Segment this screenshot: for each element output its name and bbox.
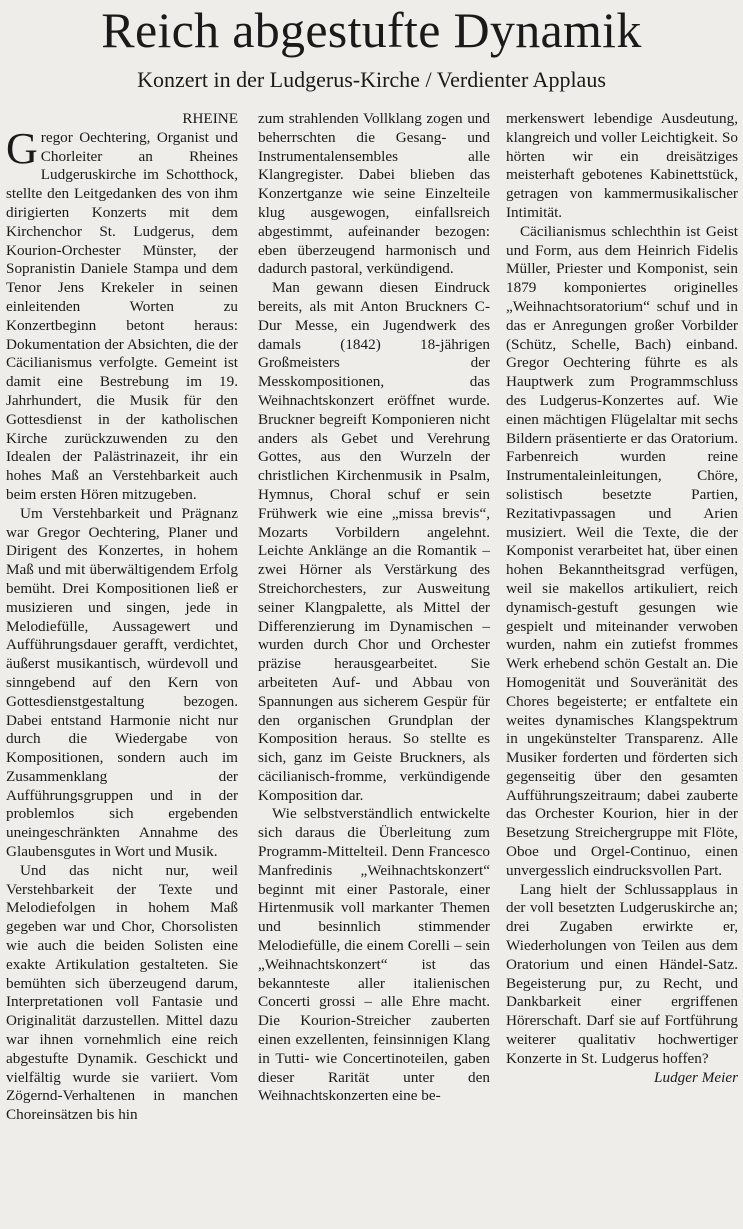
author-byline: Ludger Meier [654, 1068, 738, 1086]
dateline: RHEINE [182, 110, 238, 127]
article-column-2 [258, 110, 490, 1106]
article-column-3 [506, 110, 738, 1087]
paragraph: Um Verstehbarkeit und Prägnanz war Gregor Oechtering, Planer und Dirigent des Konzertes, in hohem Maß und mit überwältigendem Erfolg bemüht. Drei Kompositionen ließ er musizieren und singen, jede in Melodiefülle, Aussagewert und Aufführungsdauer gerafft, verdichtet, äußerst musikantisch, würdevoll und sinngebend auf den Kern von Gottesdienstgestaltung bezogen. Dabei entstand Harmonie nicht nur durch die Wiedergabe von Kompositionen, sondern auch im Zusammenklang der Aufführungsgruppen und in der problemlos sich ergebenden uneingeschränkten Annahme des Glaubensgutes in Wort und Musik. [6, 504, 238, 861]
paragraph: zum strahlenden Vollklang zogen und beherrschten die Gesang- und Instrumentalensembles alle Klangregister. Dabei blieben das Konzertganze wie seine Einzelteile klug ausgewogen, einfallsreich abgestimmt, aufeinander bezogen: eben überzeugend harmonisch und dadurch pastoral, verkündigend. [258, 110, 490, 278]
subheadline: Konzert in der Ludgerus-Kirche / Verdienter Applaus [137, 67, 606, 92]
paragraph: Cäcilianismus schlechthin ist Geist und Form, aus dem Heinrich Fidelis Müller, Priester und Komponist, sein 1879 komponiertes originelles „Weihnachtsoratorium“ schuf und in das er Anregungen großer Vorbilder (Schütz, Schelle, Bach) einband. Gregor Oechtering führte es als Hauptwerk zum Programmschluss des Ludgerus-Konzertes auf. Wie einen mächtigen Flügelaltar mit sechs Bildern präsentierte er das Oratorium. Farbenreich wurden reine Instrumentaleinleitungen, Chöre, solistisch besetzte Partien, Rezitativpassagen und Arien musiziert. Weil die Texte, die der Komponist verarbeitet hat, über einen hohen Bekanntheitsgrad verfügen, weil sie makellos artikuliert, reich dynamisch-gestuft gesungen wie gespielt und miteinander verwoben wurden, nahm ein zutiefst frommes Werk erhebend schön Gestalt an. Die Homogenität und Souveränität des Chores begeisterte; er entfaltete ein weites dynamisches Klangspektrum in ungekünstelter Transparenz. Alle Musiker forderten und förderten sich gegenseitig über den gesamten Aufführungszeitraum; dabei zauberte das Orchester Kourion, hier in der Besetzung Streichergruppe mit Flöte, Oboe und Orgel-Continuo, einen unvergesslich eindrucksvollen Part. [506, 222, 738, 879]
paragraph: Und das nicht nur, weil Verstehbarkeit der Texte und Melodiefolgen in hohem Maß gegeben war und Chor, Chorsolisten wie auch die beiden Solisten eine exakte Artikulation gestalteten. Sie bemühten sich überzeugend darum, Interpretationen voll Fantasie und Originalität darzustellen. Mittel dazu war ihnen vornehmlich eine reich abgestufte Dynamik. Geschickt und vielfältig wurde sie variiert. Vom Zögernd-Verhaltenen in manchen Choreinsätzen bis hin [6, 861, 238, 1124]
paragraph-text: regor Oechtering, Organist und Chorleiter an Rheines Ludgeruskirche im Schotthock, stellte den Leitgedanken des von ihm dirigierten Konzerts mit dem Kirchenchor St. Ludgerus, dem Kourion-Orchester Münster, der Sopranistin Daniele Stampa und dem Tenor Jens Krekeler in seinen einleitenden Worten zu Konzertbeginn betont heraus: Dokumentation der Absichten, die der Cäcilianismus verfolgte. Gemeint ist damit eine Bestrebung im 19. Jahrhundert, die Musik für den Gottesdienst in der katholischen Kirche zurückzuwenden zu den Idealen der Palästrinazeit, ihr ein hohes Maß an Verstehbarkeit auch beim ersten Hören mitzugeben. [6, 128, 238, 503]
headline: Reich abgestufte Dynamik [101, 2, 642, 58]
drop-cap: G [6, 123, 38, 173]
paragraph: Man gewann diesen Eindruck bereits, als mit Anton Bruckners C-Dur Messe, ein Jugendwerk des damals (1842) 18-jährigen Großmeisters der Messkompositionen, das Weihnachtskonzert eröffnet wurde. Bruckner begreift Komponieren nicht anders als Gebet und Verehrung Gottes, aus den Wurzeln der christlichen Kirchenmusik in Psalm, Hymnus, Choral schuf er sein Frühwerk wie eine „missa brevis“, Mozarts Vorbildern angelehnt. Leichte Anklänge an die Romantik – zwei Hörner als Verstärkung des Streichorchesters, zur Ausweitung seiner Klangpalette, als Mittel der Differenzierung im Dynamischen – wurden durch Chor und Orchester präzise herausgearbeitet. Sie arbeiteten Auf- und Abbau von Spannungen aus sicherem Gespür für den organischen Grundplan der Komposition heraus. So stellte es sich, ganz im Geiste Bruckners, als cäcilianisch-fromme, verkündigende Komposition dar. [258, 279, 490, 804]
article-column-1 [6, 110, 238, 1125]
paragraph [6, 123, 238, 505]
paragraph: Lang hielt der Schlussapplaus in der voll besetzten Ludgeruskirche an; drei Zugaben erwirkte er, Wiederholungen von Teilen aus dem Oratorium und einen Händel-Satz. Begeisterung pur, zu Recht, und Dankbarkeit einer ergriffenen Hörerschaft. Darf sie auf Fortführung weiterer qualitativ hochwertiger Konzerte in St. Ludgerus hoffen? [506, 880, 738, 1067]
paragraph: Wie selbstverständlich entwickelte sich daraus die Überleitung zum Programm-Mittelteil. Denn Francesco Manfredinis „Weihnachtskonzert“ beginnt mit einer Pastorale, einer Hirtenmusik voll markanter Themen und besinnlich stimmender Melodiefülle, die einem Corelli – sein „Weihnachtskonzert“ ist das bekannteste aller italienischen Concerti grossi – alle Ehre macht. Die Kourion-Streicher zauberten einen exzellenten, feinsinnigen Klang in Tutti- wie Concertinoteilen, gaben dieser Rarität unter den Weihnachtskonzerten eine be- [258, 805, 490, 1105]
paragraph: merkenswert lebendige Ausdeutung, klangreich und voller Leichtigkeit. So hörten wir ein dreisätziges meisterhaft gebotenes Kabinettstück, getragen von kammermusikalischer Intimität. [506, 110, 738, 221]
